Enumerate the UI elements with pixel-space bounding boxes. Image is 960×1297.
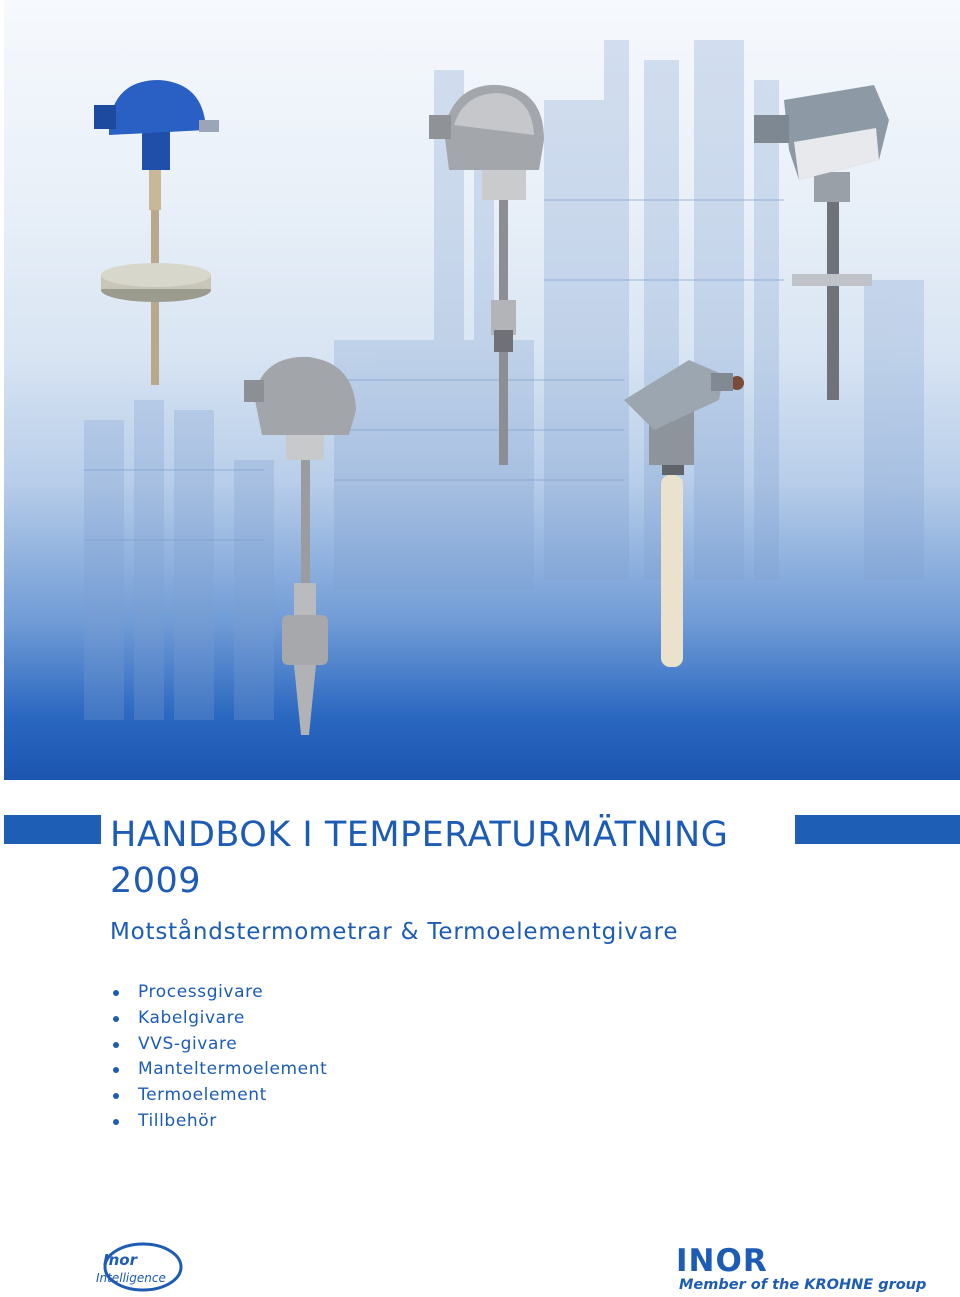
bullet-icon xyxy=(113,1067,119,1073)
chain-head-threaded-sensor-icon xyxy=(424,75,554,470)
list-item xyxy=(110,1109,327,1135)
bullet-icon xyxy=(113,990,119,996)
list-item-label: Manteltermoelement xyxy=(138,1059,328,1080)
inor-logo xyxy=(676,1244,916,1276)
chain-head-welded-sensor-icon xyxy=(244,355,374,740)
document-title xyxy=(110,812,790,904)
list-item xyxy=(110,1083,327,1109)
svg-text:INOR: INOR xyxy=(676,1244,768,1276)
list-item-label: Processgivare xyxy=(138,982,264,1002)
list-item-label: Tillbehör xyxy=(138,1110,217,1131)
accent-bar-left xyxy=(4,815,101,844)
svg-text:Intelligence: Intelligence xyxy=(96,1271,166,1285)
bullet-icon xyxy=(113,1042,119,1048)
list-item-label: VVS-givare xyxy=(138,1033,238,1054)
product-list xyxy=(110,980,327,1135)
document-subtitle: Motståndstermometrar & Termoelementgivare xyxy=(110,919,679,945)
krohne-tagline: Member of the KROHNE group xyxy=(679,1277,927,1293)
title-line-1: HANDBOK I TEMPERATURMÄTNING xyxy=(110,815,729,855)
gray-head-ceramic-sensor-icon xyxy=(619,355,749,670)
bullet-icon xyxy=(113,1119,119,1125)
gray-head-clamp-sensor-icon xyxy=(754,80,904,405)
list-item xyxy=(110,1057,327,1083)
hero-image xyxy=(4,0,960,780)
blue-head-flange-sensor-icon xyxy=(94,75,224,390)
title-line-2: 2009 xyxy=(110,861,202,901)
inor-intelligence-logo xyxy=(95,1238,185,1293)
list-item-label: Termoelement xyxy=(138,1085,267,1106)
bullet-icon xyxy=(113,1093,119,1099)
accent-bar-right xyxy=(795,815,960,844)
list-item xyxy=(110,1032,327,1058)
list-item xyxy=(110,980,327,1006)
bullet-icon xyxy=(113,1016,119,1022)
list-item-label: Kabelgivare xyxy=(138,1007,245,1028)
svg-text:Inor: Inor xyxy=(103,1251,137,1269)
list-item xyxy=(110,1006,327,1032)
